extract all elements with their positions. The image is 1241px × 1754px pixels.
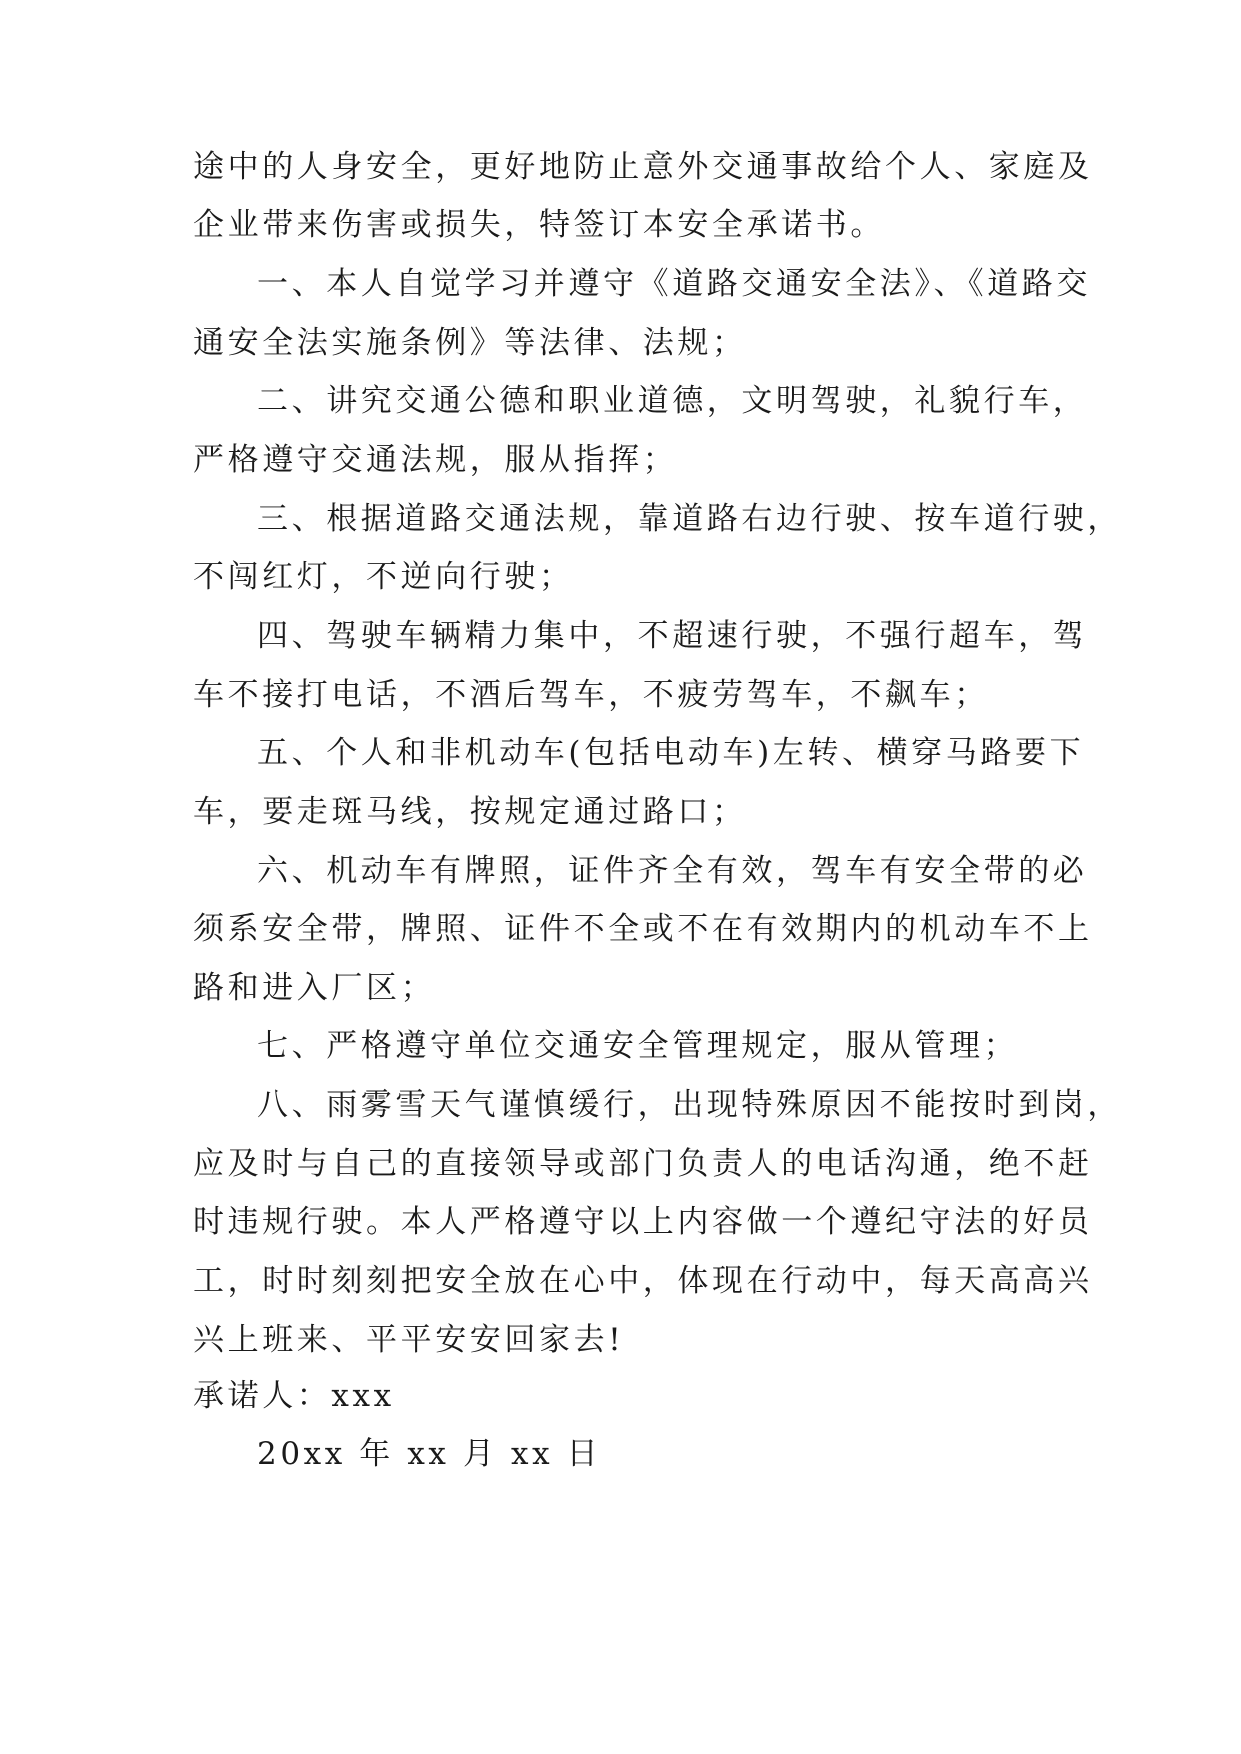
- item-8-line: 八、雨雾雪天气谨慎缓行，出现特殊原因不能按时到岗，: [257, 1087, 1122, 1123]
- item-2-line: 二、讲究交通公德和职业道德，文明驾驶，礼貌行车，: [257, 383, 1088, 419]
- item-8-line: 工，时时刻刻把安全放在心中，体现在行动中，每天高高兴: [193, 1263, 1093, 1299]
- item-1-line: 一、本人自觉学习并遵守《道路交通安全法》、《道路交: [257, 266, 1091, 302]
- date-line: 20xx 年 xx 月 xx 日: [257, 1436, 602, 1472]
- item-7-line: 七、严格遵守单位交通安全管理规定，服从管理；: [257, 1028, 1019, 1064]
- item-5-line: 车，要走斑马线，按规定通过路口；: [193, 794, 747, 830]
- body-line: 途中的人身安全，更好地防止意外交通事故给个人、家庭及: [193, 149, 1093, 185]
- item-8-line: 应及时与自己的直接领导或部门负责人的电话沟通，绝不赶: [193, 1146, 1093, 1182]
- item-3-line: 不闯红灯，不逆向行驶；: [193, 559, 574, 595]
- item-5-line: 五、个人和非机动车(包括电动车)左转、横穿马路要下: [257, 735, 1085, 771]
- item-6-line: 六、机动车有牌照，证件齐全有效，驾车有安全带的必: [257, 853, 1088, 889]
- item-6-line: 路和进入厂区；: [193, 970, 436, 1006]
- item-4-line: 车不接打电话，不酒后驾车，不疲劳驾车，不飙车；: [193, 677, 989, 713]
- item-8-line: 兴上班来、平平安安回家去!: [193, 1322, 625, 1358]
- item-4-line: 四、驾驶车辆精力集中，不超速行驶，不强行超车，驾: [257, 618, 1088, 654]
- item-1-line: 通安全法实施条例》等法律、法规；: [193, 325, 747, 361]
- item-3-line: 三、根据道路交通法规，靠道路右边行驶、按车道行驶，: [257, 501, 1122, 537]
- item-6-line: 须系安全带，牌照、证件不全或不在有效期内的机动车不上: [193, 911, 1093, 947]
- signer-line: 承诺人：xxx: [193, 1378, 395, 1414]
- item-2-line: 严格遵守交通法规，服从指挥；: [193, 442, 678, 478]
- body-line: 企业带来伤害或损失，特签订本安全承诺书。: [193, 207, 885, 243]
- item-8-line: 时违规行驶。本人严格遵守以上内容做一个遵纪守法的好员: [193, 1204, 1093, 1240]
